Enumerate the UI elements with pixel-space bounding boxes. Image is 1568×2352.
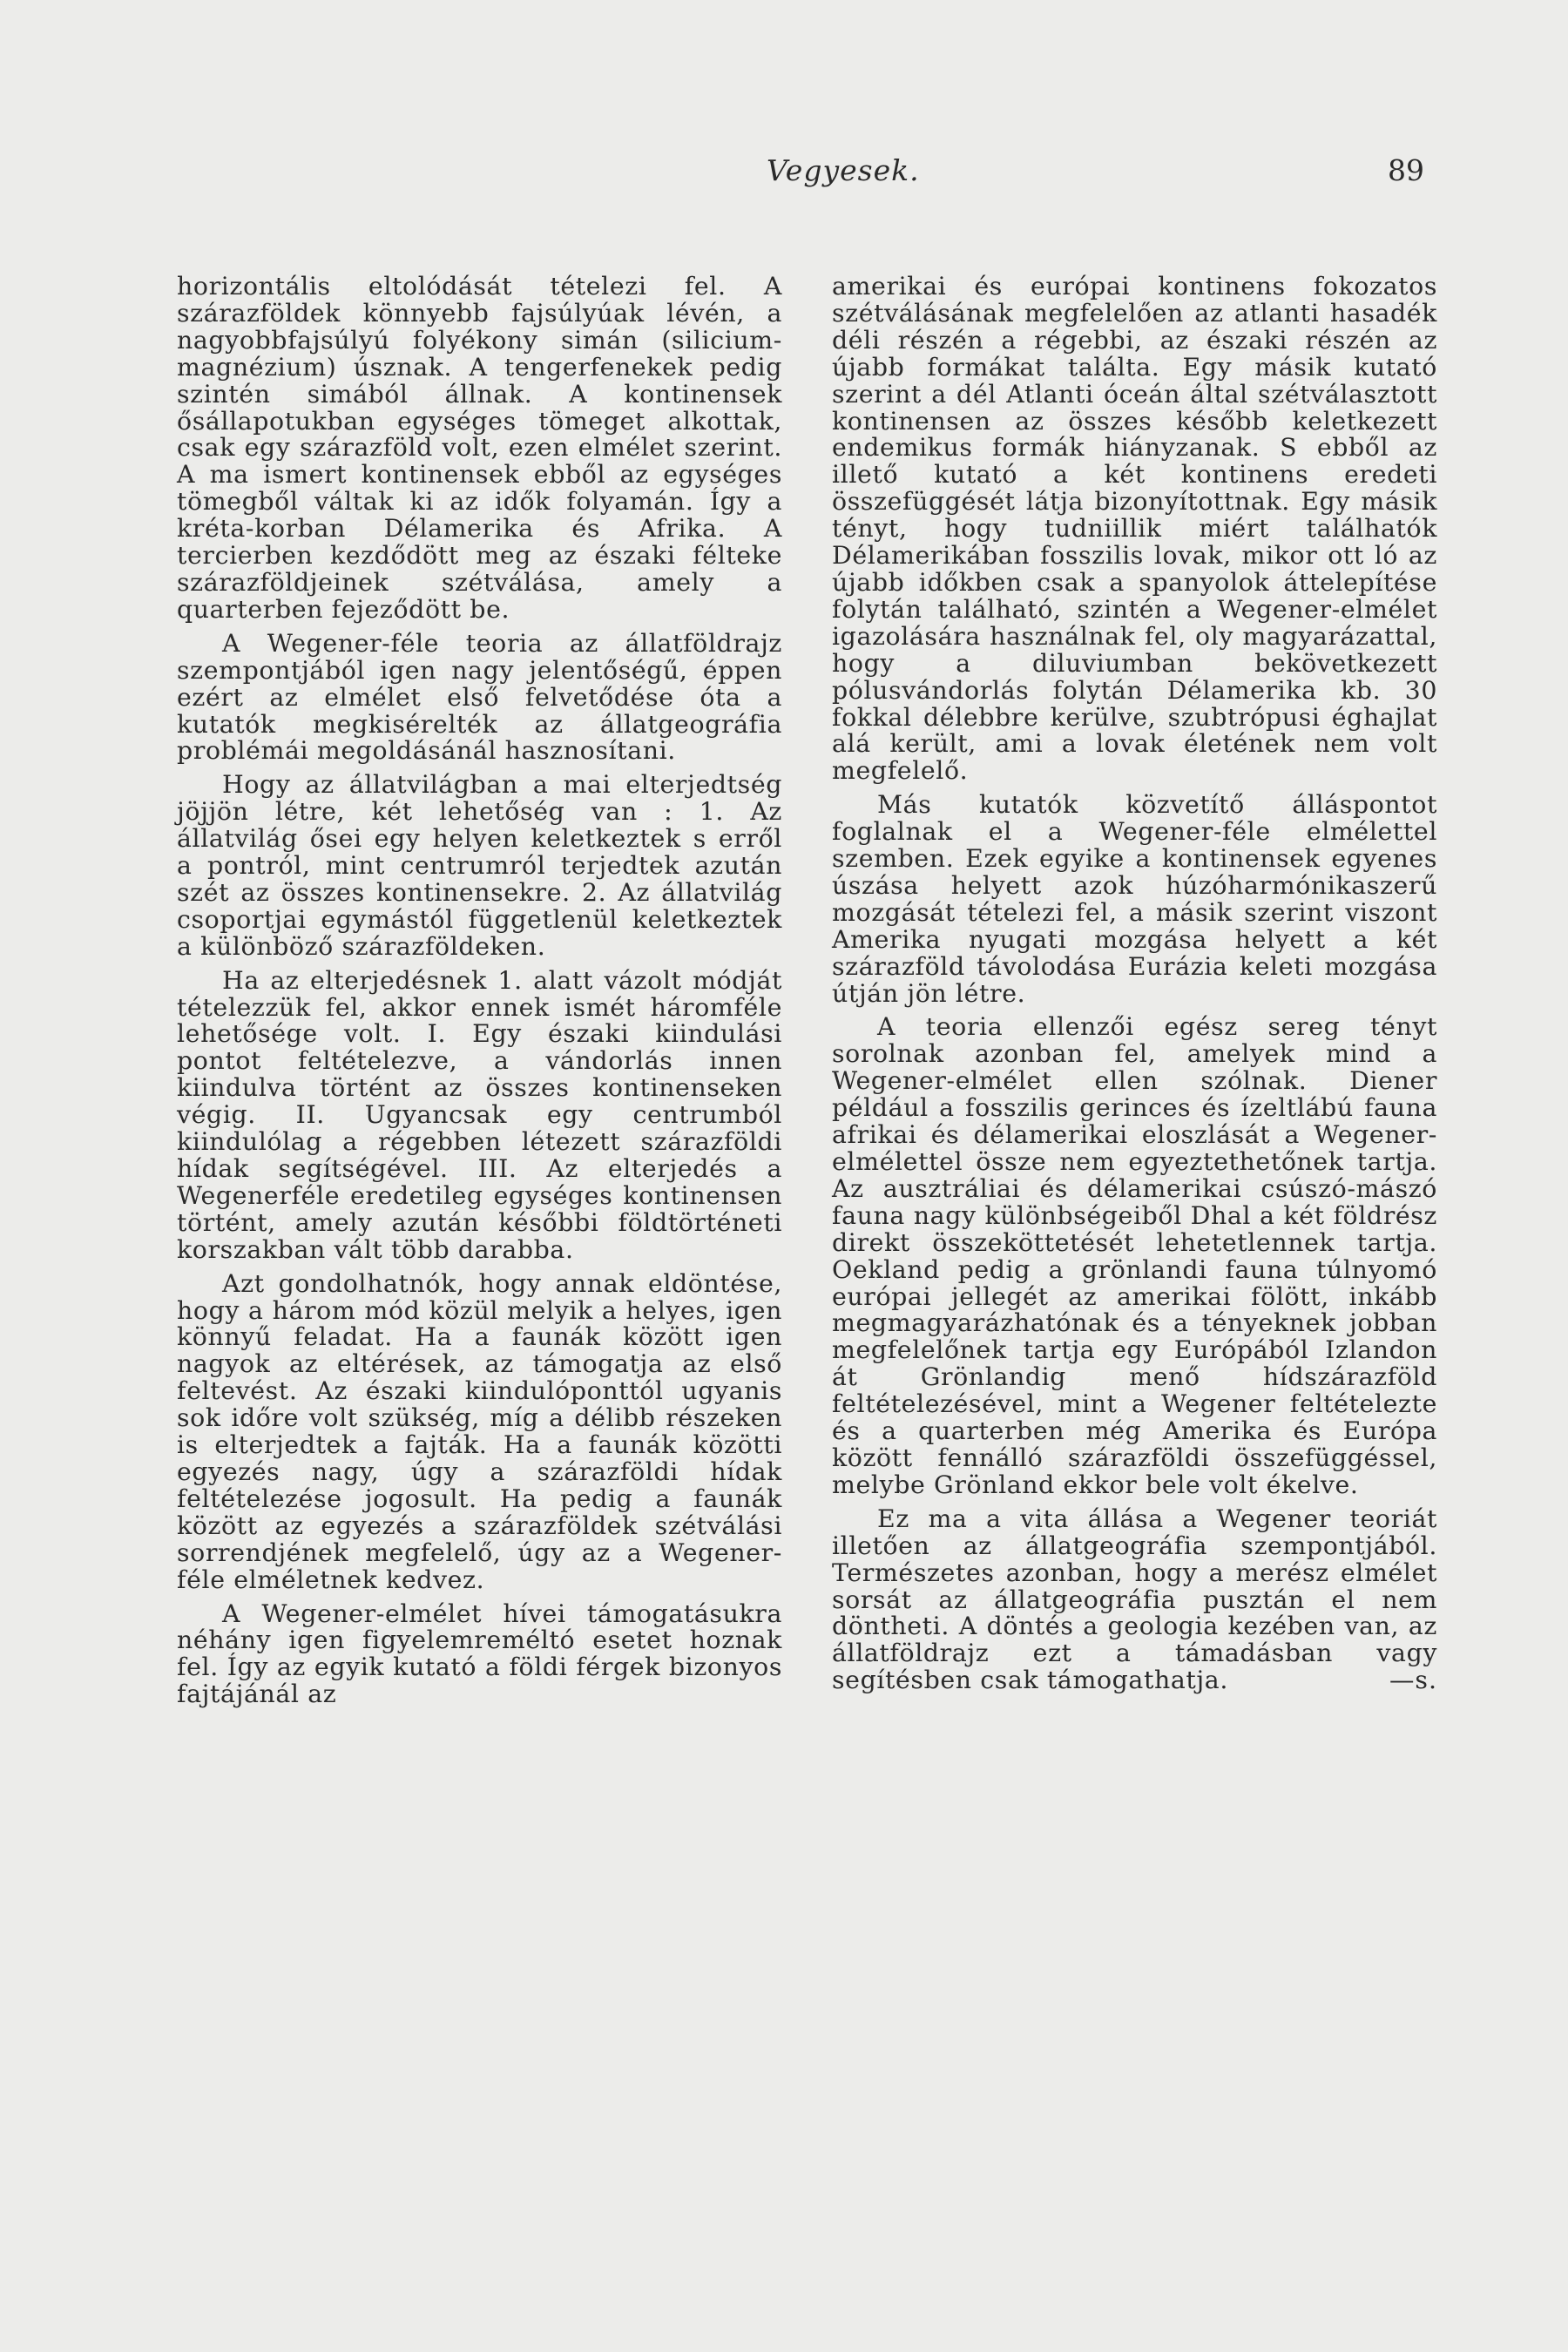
page-number: 89 — [1388, 153, 1424, 187]
running-title: Vegyesek. — [767, 153, 920, 187]
paragraph: A Wegener-elmélet hívei támogatásukra néhány igen figyelemreméltó esetet hoznak fel. Így az egyik kutató a földi férgek bizonyos fajtájánál az — [177, 1598, 782, 1709]
paragraph-text: Ez ma a vita állása a Wegener teoriát illetően az állatgeográfia szempontjából. Természetes azonban, hogy a merész elmélet sorsát az állatgeográfia pusztán el nem döntheti. A döntés a geologia kezében van, az állatföldrajz ezt a támadásban vagy segítésben csak támogathatja. — [832, 1504, 1437, 1695]
paragraph: amerikai és európai kontinens fokozatos szétválásának megfelelően az atlanti hasadék déli részén a régebbi, az északi részén az újabb formákat találta. Egy másik kutató szerint a dél Atlanti óceán által szétválasztott kontinensen az összes később keletkezett endemikus formák hiányzanak. S ebből az illető kutató a két kontinens eredeti összefüggését látja bizonyítottnak. Egy másik tényt, hogy tudniillik miért találhatók Délamerikában fosszilis lovak, mikor ott ló az újabb időkben csak a spanyolok áttelepítése folytán található, szintén a Wegener-elmélet igazolására használnak fel, oly magyarázattal, hogy a diluviumban bekövetkezett pólusvándorlás folytán Délamerika kb. 30 fokkal délebbre kerülve, szubtrópusi éghajlat alá került, ami a lovak életének nem volt megfelelő. — [832, 272, 1437, 786]
paragraph: Ha az elterjedésnek 1. alatt vázolt módját tételezzük fel, akkor ennek ismét háromféle lehetősége volt. I. Egy északi kiindulási pontot feltételezve, a vándorlás innen kiindulva történt az összes kontinenseken végig. II. Ugyancsak egy centrumból kiindulólag a régebben létezett szárazföldi hídak segítségével. III. Az elterjedés a Wegenerféle eredetileg egységes kontinensen történt, amely azután későbbi földtörténeti korszakban vált több darabba. — [177, 965, 782, 1264]
running-header — [749, 150, 1424, 192]
paragraph: horizontális eltolódását tételezi fel. A szárazföldek könnyebb fajsúlyúak lévén, a nagyobbfajsúlyú folyékony simán (silicium-magnézium) úsznak. A tengerfenekek pedig szintén simából állnak. A kontinensek ősállapotukban egységes tömeget alkottak, csak egy szárazföld volt, ezen elmélet szerint. A ma ismert kontinensek ebből az egységes tömegből váltak ki az idők folyamán. Így a kréta-korban Délamerika és Afrika. A tercierben kezdődött meg az északi félteke szárazföldjeinek szétválása, amely a quarterben fejeződött be. — [177, 272, 782, 624]
paragraph: Hogy az állatvilágban a mai elterjedtség jöjjön létre, két lehetőség van : 1. Az állatvilág ősei egy helyen keletkeztek s erről a pontról, mint centrumról terjedtek azután szét az összes kontinensekre. 2. Az állatvilág csoportjai egymástól függetlenül keletkeztek a különböző szárazföldeken. — [177, 770, 782, 961]
paragraph: Azt gondolhatnók, hogy annak eldöntése, hogy a három mód közül melyik a helyes, igen könnyű feladat. Ha a faunák között igen nagyok az eltérések, az támogatja az első feltevést. Az északi kiindulóponttól ugyanis sok időre volt szükség, míg a délibb részeken is elterjedtek a fajták. Ha a faunák közötti egyezés nagy, úgy a szárazföldi hídak feltételezése jogosult. Ha pedig a faunák között az egyezés a szárazföldek szétválási sorrendjének megfelelő, úgy az a Wegener-féle elméletnek kedvez. — [177, 1268, 782, 1594]
paragraph — [832, 1506, 1437, 1694]
paragraph: A Wegener-féle teoria az állatföldrajz szempontjából igen nagy jelentőségű, éppen ezért az elmélet első felvetődése óta a kutatók megkisérelték az állatgeográfia problémái megoldásánál hasznosítani. — [177, 628, 782, 766]
paragraph: A teoria ellenzői egész sereg tényt sorolnak azonban fel, amelyek mind a Wegener-elmélet ellen szólnak. Diener például a fosszilis gerinces és ízeltlábú fauna afrikai és délamerikai eloszlását a Wegener-elmélettel össze nem egyeztethetőnek tartja. Az ausztráliai és délamerikai csúszó-mászó fauna nagy különbségeiből Dhal a két földrész direkt összeköttetését lehetetlennek tartja. Oekland pedig a grönlandi fauna túlnyomó európai jellegét az amerikai fölött, inkább megmagyarázhatónak és a tényeknek jobban megfelelőnek tartja egy Európából Izlandon át Grönlandig menő hídszárazföld feltételezésével, mint a Wegener feltételezte és a quarterben még Amerika és Európa között fennálló szárazföldi összefüggéssel, melybe Grönland ekkor bele volt ékelve. — [832, 1012, 1437, 1499]
right-column — [832, 274, 1437, 1694]
left-column — [177, 274, 782, 1708]
author-signature: —s. — [1389, 1666, 1437, 1695]
paragraph: Más kutatók közvetítő álláspontot foglalnak el a Wegener-féle elmélettel szemben. Ezek egyike a kontinensek egyenes úszása helyett azok húzóharmónikaszerű mozgását tételezi fel, a másik szerint viszont Amerika nyugati mozgása helyett a két szárazföld távolodása Eurázia keleti mozgása útján jön létre. — [832, 790, 1437, 1008]
